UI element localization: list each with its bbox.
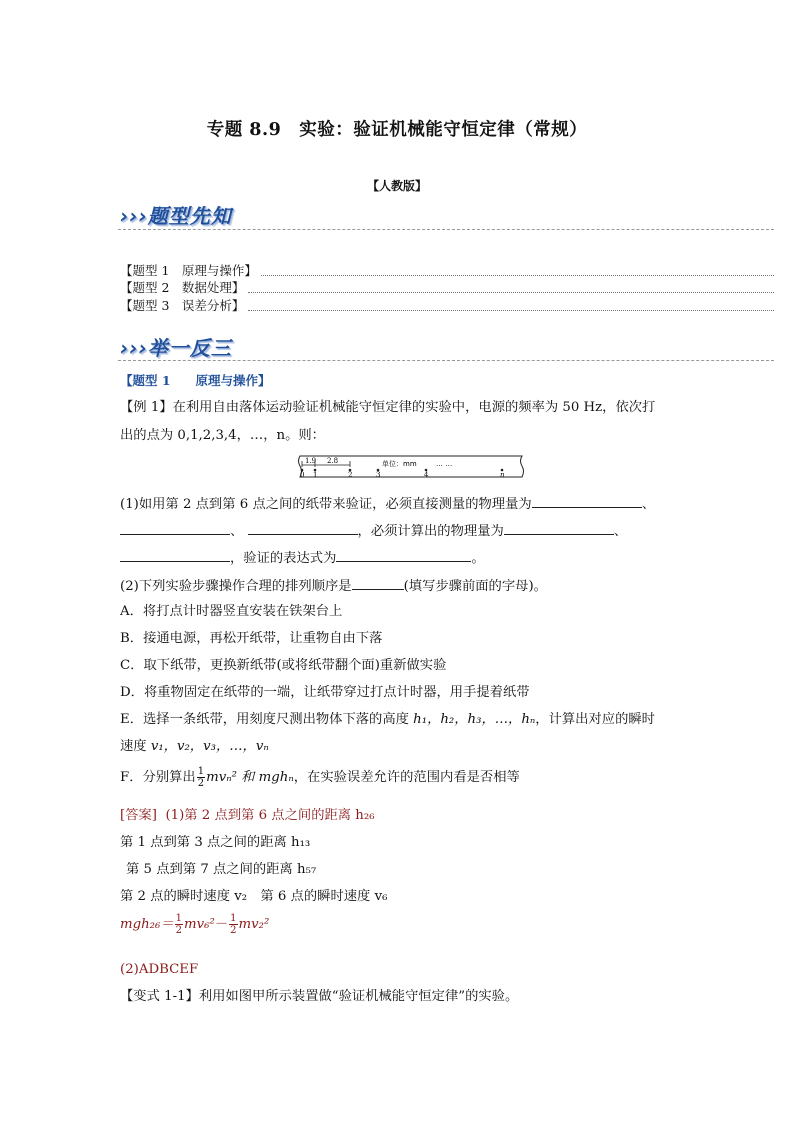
example-tag: 【例 1】 — [120, 400, 173, 415]
answer-line-3: 第 5 点到第 7 点之间的距离 h₅₇ — [126, 862, 317, 877]
answer-equation: mgh₂₆＝ $\frac{1}{2}$ mv₆²－ $\frac{1}{2}$ mv₂² — [120, 913, 270, 936]
divider — [118, 360, 774, 361]
answer-blank[interactable] — [336, 547, 471, 562]
toc-leader — [248, 292, 774, 293]
step-e-line2: 速度 v₁，v₂，v₃，…，vₙ — [120, 739, 269, 754]
answer-blank[interactable] — [120, 520, 230, 535]
answer-line-4: 第 2 点的瞬时速度 v₂ 第 6 点的瞬时速度 v₆ — [120, 889, 388, 904]
answer-line-6: (2)ADBCEF — [120, 962, 199, 977]
answer-line-2: 第 1 点到第 3 点之间的距离 h₁₃ — [120, 835, 311, 850]
triple-chevron-icon: ››› — [120, 204, 148, 228]
banner-title: 举一反三 — [147, 336, 232, 360]
step-b: B．接通电源，再松开纸带，让重物自由下落 — [120, 631, 383, 646]
tape-dist-1: 1.9 — [305, 457, 317, 465]
step-c: C．取下纸带，更换新纸带(或将纸带翻个面)重新做实验 — [120, 658, 447, 673]
example-1-line1: 【例 1】在利用自由落体运动验证机械能守恒定律的实验中，电源的频率为 50 Hz，依次打 — [120, 400, 656, 415]
step-f: F．分别算出 $\frac{1}{2}$ mvₙ² 和 mghₙ，在实验误差允许的范围内看是否相等 — [120, 766, 520, 789]
question-1-line1: (1)如用第 2 点到第 6 点之间的纸带来验证，必须直接测量的物理量为 、 — [120, 493, 655, 515]
section-heading: 【题型 1 原理与操作】 — [120, 373, 271, 388]
toc-item-2[interactable]: 【题型 2 数据处理】 — [120, 278, 774, 296]
tape-mark-1: 1 — [313, 471, 318, 479]
fraction-one-half: $\frac{1}{2}$ — [230, 913, 237, 936]
tape-mark-4: 4 — [424, 471, 429, 479]
tape-mark-n: n — [500, 471, 505, 479]
banner-title: 题型先知 — [147, 204, 232, 228]
variant-1-1: 【变式 1-1】利用如图甲所示装置做“验证机械能守恒定律”的实验。 — [120, 989, 519, 1004]
question-2: (2)下列实验步骤操作合理的排列顺序是 (填写步骤前面的字母)。 — [120, 575, 547, 597]
tape-dist-2: 2.8 — [327, 457, 339, 465]
answer-blank[interactable] — [248, 520, 358, 535]
variant-tag: 【变式 1-1】 — [120, 989, 199, 1004]
banner-examples — [120, 332, 232, 361]
fraction-one-half: $\frac{1}{2}$ — [197, 766, 205, 789]
velocity-variables: v₁，v₂，v₃，…，vₙ — [150, 739, 269, 754]
step-a: A．将打点计时器竖直安装在铁架台上 — [120, 604, 343, 619]
toc-leader — [248, 310, 774, 311]
triple-chevron-icon: ››› — [120, 336, 148, 360]
toc-leader — [261, 275, 774, 276]
paper-tape-figure — [296, 453, 530, 481]
banner-topic-preview — [120, 200, 232, 229]
answer-blank[interactable] — [352, 575, 404, 590]
answer-line-1: [答案] (1)第 2 点到第 6 点之间的距离 h₂₆ — [120, 808, 375, 823]
question-1-line3: ，验证的表达式为 。 — [120, 547, 485, 569]
height-variables: h₁，h₂，h₃，…，hₙ — [413, 712, 536, 727]
answer-blank[interactable] — [120, 547, 230, 562]
toc-item-1[interactable]: 【题型 1 原理与操作】 — [120, 261, 774, 279]
fraction-one-half: $\frac{1}{2}$ — [175, 913, 183, 936]
example-1-line2: 出的点为 0,1,2,3,4，…，n。则： — [120, 428, 325, 443]
divider — [118, 229, 774, 230]
tape-unit: 单位：mm — [382, 460, 417, 468]
tape-mark-2: 2 — [348, 471, 353, 479]
step-d: D．将重物固定在纸带的一端，让纸带穿过打点计时器，用手提着纸带 — [120, 685, 530, 700]
edition-label: 【人教版】 — [366, 179, 427, 193]
tape-mark-3: 3 — [376, 471, 381, 479]
step-e-line1: E．选择一条纸带，用刻度尺测出物体下落的高度 h₁，h₂，h₃，…，hₙ，计算出对应的瞬时 — [120, 712, 655, 727]
answer-blank[interactable] — [504, 520, 614, 535]
tape-mark-0: 0 — [300, 471, 305, 479]
answer-tag: [答案] — [120, 808, 157, 823]
answer-blank[interactable] — [532, 493, 642, 508]
question-1-line2: 、 ，必须计算出的物理量为 、 — [120, 520, 627, 542]
page-title: 专题 8.9 实验：验证机械能守恒定律（常规） — [206, 120, 588, 140]
tape-ellipsis: … … — [436, 460, 453, 468]
toc-item-3[interactable]: 【题型 3 误差分析】 — [120, 296, 774, 314]
